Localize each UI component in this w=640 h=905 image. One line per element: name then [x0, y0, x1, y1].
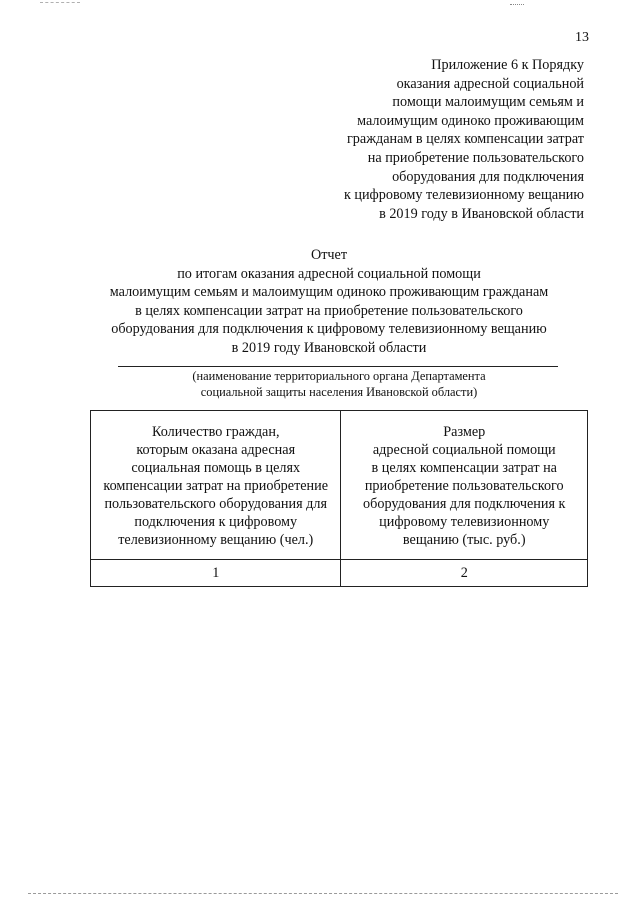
report-title-line: оборудования для подключения к цифровому телевизионному вещанию	[111, 321, 547, 338]
fill-in-caption	[130, 368, 548, 400]
appendix-line: на приобретение пользовательского	[367, 149, 584, 166]
header-line: в целях компенсации затрат на	[371, 460, 557, 476]
column-number-cell: 1	[91, 560, 341, 587]
report-title	[60, 246, 598, 358]
header-line: Размер	[443, 424, 486, 440]
appendix-header	[300, 56, 584, 223]
appendix-line: к цифровому телевизионному вещанию	[343, 187, 584, 204]
fill-in-caption-line: (наименование территориального органа Департамента	[192, 369, 486, 383]
header-line: телевизионному вещанию (чел.)	[118, 532, 314, 548]
report-title-line: малоимущим семьям и малоимущим одиноко проживающим гражданам	[109, 284, 549, 301]
column-number-cell: 2	[341, 560, 588, 587]
header-line: социальная помощь в целях	[131, 460, 301, 476]
report-title-line: в 2019 году Ивановской области	[231, 339, 427, 356]
header-line: пользовательского оборудования для	[104, 496, 327, 512]
header-line: цифровому телевизионному	[379, 514, 550, 530]
report-title-line: по итогам оказания адресной социальной помощи	[177, 265, 481, 282]
header-line: подключения к цифровому	[134, 514, 298, 530]
scan-edge-bottom	[28, 893, 618, 894]
fill-in-line	[118, 366, 558, 367]
page-number: 13	[575, 30, 589, 45]
appendix-line: в 2019 году в Ивановской области	[379, 205, 584, 222]
appendix-line: оборудования для подключения	[392, 168, 584, 185]
header-line: компенсации затрат на приобретение	[103, 478, 329, 494]
appendix-line: оказания адресной социальной	[396, 75, 584, 92]
header-line: Количество граждан,	[151, 424, 280, 440]
table-header-row	[91, 411, 588, 560]
fill-in-caption-line: социальной защиты населения Ивановской области)	[200, 385, 478, 399]
report-title-line: Отчет	[310, 247, 348, 263]
header-line: приобретение пользовательского	[364, 478, 564, 494]
header-line: оборудования для подключения к	[363, 496, 566, 512]
header-citizens-count	[91, 411, 341, 560]
header-line: адресной социальной помощи	[372, 442, 556, 458]
appendix-line: Приложение 6 к Порядку	[431, 57, 584, 73]
report-table	[90, 410, 588, 587]
appendix-line: гражданам в целях компенсации затрат	[346, 131, 584, 148]
scan-mark	[510, 4, 524, 5]
scan-edge-top	[40, 2, 80, 3]
header-line: вещанию (тыс. руб.)	[402, 532, 526, 548]
table-row	[91, 560, 588, 587]
report-title-line: в целях компенсации затрат на приобретение пользовательского	[135, 302, 523, 319]
appendix-line: малоимущим одиноко проживающим	[357, 112, 584, 129]
appendix-line: помощи малоимущим семьям и	[392, 94, 584, 111]
header-assistance-amount	[341, 411, 588, 560]
header-line: которым оказана адресная	[136, 442, 296, 458]
